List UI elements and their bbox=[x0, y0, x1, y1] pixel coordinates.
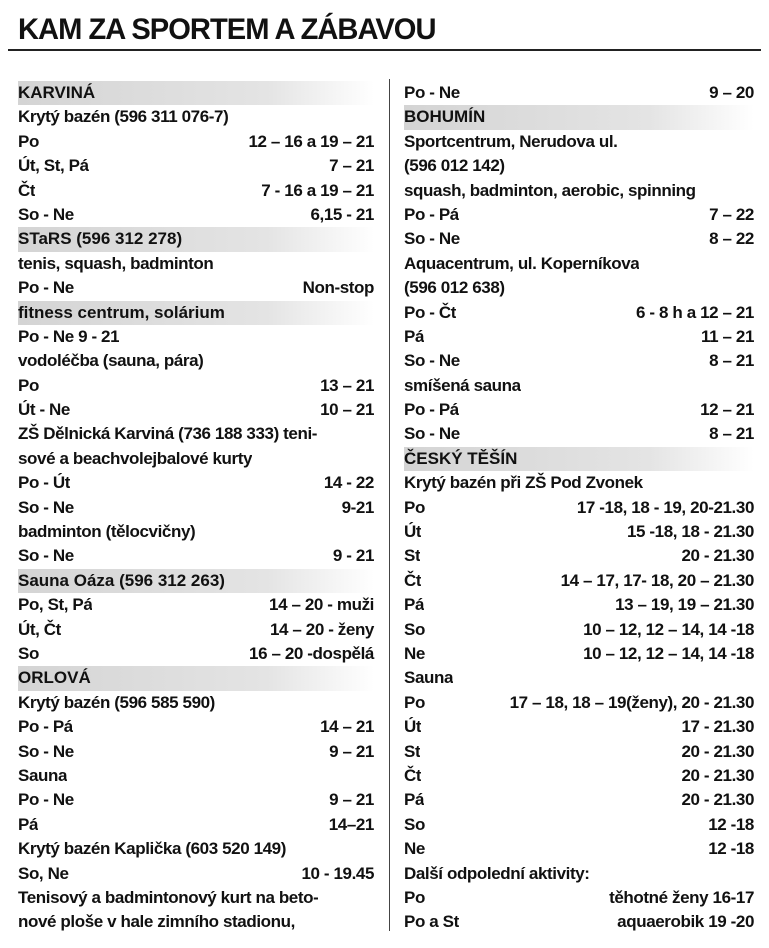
listing-row bbox=[18, 520, 374, 544]
listing-row bbox=[18, 886, 374, 910]
listing-row bbox=[18, 422, 374, 446]
listing-hours: 14–21 bbox=[328, 814, 374, 834]
listing-label: (596 012 142) bbox=[404, 156, 505, 176]
title-divider bbox=[8, 49, 761, 51]
listing-row bbox=[404, 715, 754, 739]
listing-hours: 10 - 19.45 bbox=[301, 863, 374, 883]
listing-hours: 9 – 21 bbox=[329, 741, 374, 761]
listing-hours: aquaerobik 19 -20 bbox=[617, 912, 754, 932]
listing-hours: 11 – 21 bbox=[701, 326, 754, 346]
listing-hours: 20 - 21.30 bbox=[681, 765, 754, 785]
listing-row bbox=[18, 642, 374, 666]
listing-label: BOHUMÍN bbox=[404, 107, 486, 127]
right-column bbox=[404, 81, 754, 935]
listing-label: Po - Čt bbox=[404, 302, 456, 322]
listing-label: Po - Út bbox=[18, 473, 70, 493]
listing-row bbox=[18, 398, 374, 422]
listing-label: Sauna bbox=[18, 765, 68, 785]
listing-row bbox=[404, 471, 754, 495]
listing-row bbox=[404, 691, 754, 715]
listing-row bbox=[404, 544, 754, 568]
listing-row bbox=[18, 325, 374, 349]
listing-label: So - Ne bbox=[18, 741, 74, 761]
listing-label: Sauna bbox=[404, 668, 454, 688]
listing-row bbox=[404, 862, 754, 886]
listing-hours: 6,15 - 21 bbox=[310, 204, 374, 224]
listing-hours: 12 -18 bbox=[708, 839, 754, 859]
listing-row bbox=[18, 569, 374, 593]
listing-label: Krytý bazén při ZŠ Pod Zvonek bbox=[404, 473, 643, 493]
listing-row bbox=[404, 81, 754, 105]
listing-row bbox=[404, 618, 754, 642]
listing-label: St bbox=[404, 546, 421, 566]
listing-row bbox=[404, 642, 754, 666]
listing-row bbox=[404, 886, 754, 910]
listing-label: So - Ne bbox=[18, 497, 74, 517]
listing-label: So bbox=[404, 619, 425, 639]
listing-hours: 17 – 18, 18 – 19(ženy), 20 - 21.30 bbox=[509, 692, 754, 712]
page-title: KAM ZA SPORTEM A ZÁBAVOU bbox=[18, 13, 436, 46]
listing-hours: 10 – 12, 12 – 14, 14 -18 bbox=[583, 643, 754, 663]
listing-hours: 14 – 20 - muži bbox=[269, 595, 374, 615]
listing-row bbox=[18, 813, 374, 837]
listing-hours: 16 – 20 -dospělá bbox=[249, 643, 374, 663]
listing-label: Po - Ne bbox=[18, 790, 74, 810]
listing-row bbox=[18, 544, 374, 568]
listing-label: (596 012 638) bbox=[404, 278, 505, 298]
listing-row bbox=[404, 179, 754, 203]
listing-label: So - Ne bbox=[18, 204, 74, 224]
listing-label: Po bbox=[18, 375, 39, 395]
listing-label: Čt bbox=[404, 570, 422, 590]
listing-row bbox=[404, 349, 754, 373]
listing-hours: 12 – 16 a 19 – 21 bbox=[248, 131, 374, 151]
listing-row bbox=[404, 227, 754, 251]
listing-row bbox=[18, 349, 374, 373]
listing-row bbox=[18, 81, 374, 105]
listing-label: Pá bbox=[404, 326, 424, 346]
listing-label: Po bbox=[404, 692, 425, 712]
listing-label: ZŠ Dělnická Karviná (736 188 333) teni- bbox=[18, 424, 318, 444]
listing-row bbox=[404, 105, 754, 129]
listing-row bbox=[18, 130, 374, 154]
listing-label: squash, badminton, aerobic, spinning bbox=[404, 180, 696, 200]
listing-label: Krytý bazén (596 585 590) bbox=[18, 692, 215, 712]
listing-label: Po bbox=[404, 497, 425, 517]
listing-hours: 14 – 21 bbox=[320, 717, 374, 737]
listing-label: Po bbox=[404, 887, 425, 907]
listing-row bbox=[404, 788, 754, 812]
listing-label: Po - Pá bbox=[18, 717, 73, 737]
listing-hours: 14 - 22 bbox=[323, 473, 374, 493]
listing-hours: 7 – 21 bbox=[329, 156, 374, 176]
listing-label: Tenisový a badmintonový kurt na beto- bbox=[18, 887, 319, 907]
listing-label: Po a St bbox=[404, 912, 459, 932]
listing-label: Sauna Oáza (596 312 263) bbox=[18, 570, 225, 590]
listing-row bbox=[18, 471, 374, 495]
listing-row bbox=[404, 910, 754, 934]
listing-row bbox=[404, 569, 754, 593]
listing-row bbox=[18, 740, 374, 764]
listing-hours: Non-stop bbox=[302, 278, 374, 298]
listing-label: Po - Pá bbox=[404, 400, 459, 420]
listing-row bbox=[18, 154, 374, 178]
listing-label: fitness centrum, solárium bbox=[18, 302, 225, 322]
listing-row bbox=[404, 593, 754, 617]
column-divider bbox=[389, 79, 390, 931]
listing-hours: 12 – 21 bbox=[700, 400, 754, 420]
listing-hours: 10 – 12, 12 – 14, 14 -18 bbox=[583, 619, 754, 639]
listing-hours: těhotné ženy 16-17 bbox=[609, 887, 754, 907]
listing-row bbox=[18, 593, 374, 617]
listing-label: KARVINÁ bbox=[18, 83, 96, 102]
listing-label: smíšená sauna bbox=[404, 375, 521, 395]
listing-hours: 10 – 21 bbox=[320, 400, 374, 420]
listing-label: Po - Ne bbox=[18, 278, 74, 298]
listing-row bbox=[404, 276, 754, 300]
listing-hours: 13 – 19, 19 – 21.30 bbox=[615, 595, 754, 615]
listing-row bbox=[404, 496, 754, 520]
listing-hours: 12 -18 bbox=[708, 814, 754, 834]
listing-label: Krytý bazén (596 311 076-7) bbox=[18, 107, 229, 127]
listing-hours: 9-21 bbox=[341, 497, 374, 517]
listing-hours: 20 - 21.30 bbox=[681, 546, 754, 566]
listing-hours: 8 – 22 bbox=[709, 229, 754, 249]
listing-row bbox=[18, 910, 374, 934]
listing-row bbox=[404, 130, 754, 154]
listing-row bbox=[404, 252, 754, 276]
listing-label: So - Ne bbox=[404, 424, 460, 444]
listing-row bbox=[18, 715, 374, 739]
listing-hours: 9 – 21 bbox=[329, 790, 374, 810]
listing-label: Krytý bazén Kaplička (603 520 149) bbox=[18, 839, 286, 859]
listing-label: ORLOVÁ bbox=[18, 668, 91, 688]
listing-row bbox=[404, 301, 754, 325]
listing-label: Čt bbox=[404, 765, 422, 785]
listing-row bbox=[18, 374, 374, 398]
listing-hours: 7 - 16 a 19 – 21 bbox=[261, 180, 374, 200]
listing-row bbox=[404, 520, 754, 544]
listing-row bbox=[18, 252, 374, 276]
listing-label: Pá bbox=[404, 790, 424, 810]
listing-row bbox=[404, 837, 754, 861]
listing-row bbox=[404, 422, 754, 446]
listing-row bbox=[404, 374, 754, 398]
listing-hours: 14 – 20 - ženy bbox=[269, 619, 374, 639]
listing-label: Pá bbox=[404, 595, 424, 615]
listing-label: Aquacentrum, ul. Koperníkova bbox=[404, 253, 640, 273]
listing-label: So - Ne bbox=[18, 546, 74, 566]
listing-label: Út - Ne bbox=[18, 400, 70, 420]
listing-row bbox=[18, 618, 374, 642]
listing-label: So - Ne bbox=[404, 229, 460, 249]
listing-hours: 13 – 21 bbox=[320, 375, 374, 395]
listing-label: Út bbox=[404, 522, 422, 542]
left-column bbox=[18, 81, 374, 935]
listing-row bbox=[404, 203, 754, 227]
listing-row bbox=[18, 764, 374, 788]
listing-row bbox=[18, 227, 374, 251]
listing-label: nové ploše v hale zimního stadionu, bbox=[18, 912, 295, 932]
listing-label: tenis, squash, badminton bbox=[18, 253, 214, 273]
listing-hours: 6 - 8 h a 12 – 21 bbox=[636, 302, 754, 322]
listing-row bbox=[404, 764, 754, 788]
listing-row bbox=[18, 105, 374, 129]
listing-label: Další odpolední aktivity: bbox=[404, 863, 590, 883]
listing-row bbox=[18, 691, 374, 715]
listing-label: Po - Ne bbox=[404, 83, 460, 102]
listing-row bbox=[404, 666, 754, 690]
listing-label: So - Ne bbox=[404, 351, 460, 371]
listing-row bbox=[18, 301, 374, 325]
listing-label: Čt bbox=[18, 180, 36, 200]
listing-hours: 8 – 21 bbox=[709, 424, 754, 444]
listing-label: vodoléčba (sauna, pára) bbox=[18, 351, 204, 371]
listing-label: sové a beachvolejbalové kurty bbox=[18, 448, 253, 468]
listing-row bbox=[404, 813, 754, 837]
listing-label: Út, Čt bbox=[18, 619, 61, 639]
listing-label: Po, St, Pá bbox=[18, 595, 93, 615]
listing-hours: 8 – 21 bbox=[709, 351, 754, 371]
listing-label: ČESKÝ TĚŠÍN bbox=[404, 448, 518, 468]
listing-row bbox=[18, 666, 374, 690]
listing-row bbox=[404, 398, 754, 422]
listing-label: Út, St, Pá bbox=[18, 156, 89, 176]
listing-label: Sportcentrum, Nerudova ul. bbox=[404, 131, 618, 151]
listing-row bbox=[404, 154, 754, 178]
listing-label: Pá bbox=[18, 814, 38, 834]
listing-hours: 17 - 21.30 bbox=[681, 717, 754, 737]
listing-label: Po - Pá bbox=[404, 204, 459, 224]
listing-row bbox=[18, 862, 374, 886]
listing-row bbox=[18, 179, 374, 203]
listing-row bbox=[404, 325, 754, 349]
listing-hours: 20 - 21.30 bbox=[681, 741, 754, 761]
listing-label: St bbox=[404, 741, 421, 761]
listing-label: Po - Ne 9 - 21 bbox=[18, 326, 120, 346]
listing-row bbox=[18, 837, 374, 861]
listing-hours: 15 -18, 18 - 21.30 bbox=[626, 522, 754, 542]
listing-label: Ne bbox=[404, 839, 425, 859]
listing-label: Ne bbox=[404, 643, 425, 663]
listing-row bbox=[404, 447, 754, 471]
listing-label: So bbox=[404, 814, 425, 834]
listing-hours: 9 – 20 bbox=[709, 83, 754, 102]
listing-row bbox=[18, 203, 374, 227]
listing-label: STaRS (596 312 278) bbox=[18, 229, 183, 249]
listing-hours: 17 -18, 18 - 19, 20-21.30 bbox=[576, 497, 754, 517]
listing-row bbox=[18, 447, 374, 471]
listing-label: Po bbox=[18, 131, 39, 151]
listing-hours: 14 – 17, 17- 18, 20 – 21.30 bbox=[560, 570, 754, 590]
listing-hours: 9 - 21 bbox=[332, 546, 374, 566]
listing-label: Út bbox=[404, 717, 422, 737]
listing-label: So, Ne bbox=[18, 863, 69, 883]
listing-row bbox=[18, 788, 374, 812]
listing-hours: 20 - 21.30 bbox=[681, 790, 754, 810]
listing-row bbox=[18, 276, 374, 300]
listing-hours: 7 – 22 bbox=[709, 204, 754, 224]
listing-label: So bbox=[18, 643, 39, 663]
listing-row bbox=[18, 496, 374, 520]
listing-row bbox=[404, 740, 754, 764]
listing-label: badminton (tělocvičny) bbox=[18, 522, 196, 542]
